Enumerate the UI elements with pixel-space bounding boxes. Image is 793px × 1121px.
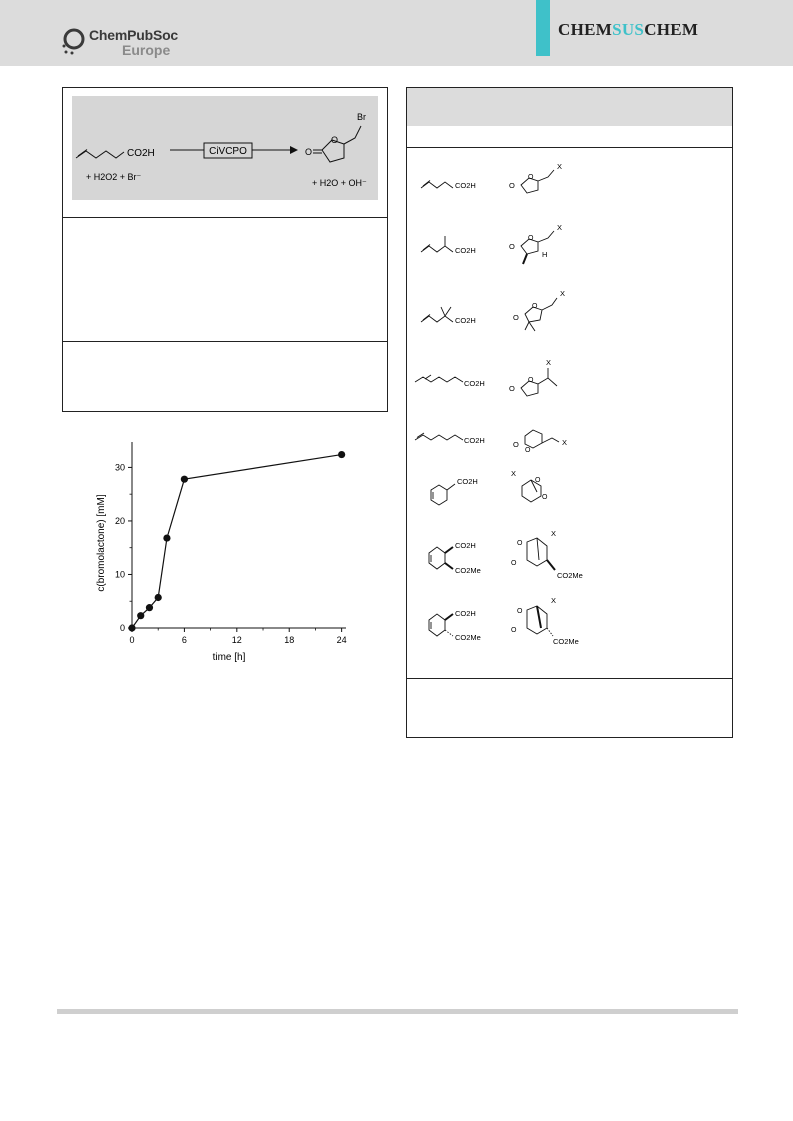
scheme-box	[62, 87, 388, 412]
series-line	[132, 455, 342, 628]
svg-text:O: O	[305, 147, 313, 157]
substrate-acid-group: CO2H	[127, 148, 155, 159]
journal-title	[558, 20, 698, 40]
svg-text:O: O	[511, 627, 517, 634]
table-box	[406, 87, 733, 738]
data-point	[155, 594, 162, 601]
substrate-group: CO2Me	[455, 566, 481, 575]
data-point	[128, 624, 135, 631]
product-label: X	[546, 358, 552, 367]
table-row	[421, 162, 562, 193]
journal-title-part2: SUS	[612, 20, 645, 39]
table-row	[431, 469, 548, 505]
svg-text:O: O	[509, 384, 515, 393]
svg-text:O: O	[535, 477, 541, 484]
product-label: H	[542, 250, 548, 259]
x-axis-label: time [h]	[212, 652, 246, 663]
data-point	[163, 534, 170, 541]
page-header	[0, 0, 793, 66]
svg-text:O: O	[528, 377, 534, 384]
journal-title-part3: CHEM	[644, 20, 699, 39]
chart-axes	[132, 442, 346, 628]
publisher-logo	[62, 26, 192, 60]
product-label: X	[511, 469, 517, 478]
svg-text:O: O	[509, 181, 515, 190]
data-point	[146, 604, 153, 611]
product-label: CO2Me	[557, 571, 583, 580]
product-bromine: Br	[357, 112, 366, 122]
reagents-text: + H2O2 + Br⁻	[86, 172, 142, 182]
x-tick-label: 6	[181, 635, 187, 645]
journal-accent-bar	[536, 0, 550, 56]
y-tick-label: 0	[119, 623, 125, 633]
svg-text:O: O	[525, 447, 531, 454]
substrate-group: CO2H	[457, 477, 478, 486]
substrate-group: CO2H	[464, 379, 485, 388]
table-row	[421, 223, 562, 264]
y-tick-label: 10	[114, 569, 125, 580]
chempubsoc-logo-icon	[62, 26, 88, 56]
footer-rule	[57, 1009, 738, 1014]
y-tick-label: 20	[114, 515, 125, 526]
svg-text:O: O	[509, 242, 515, 251]
product-label: X	[557, 223, 563, 232]
table-row	[415, 430, 567, 454]
chart-series	[128, 451, 345, 632]
svg-text:O: O	[517, 540, 523, 547]
svg-text:O: O	[532, 303, 538, 310]
data-point	[338, 451, 345, 458]
product-label: X	[551, 596, 557, 605]
table-top-rule	[407, 147, 732, 148]
svg-text:O: O	[513, 313, 519, 322]
substrate-product-table	[407, 150, 732, 680]
table-row	[429, 596, 579, 646]
data-point	[137, 612, 144, 619]
chart-ticks	[115, 462, 347, 645]
byproducts-text: + H2O + OH⁻	[312, 178, 367, 188]
journal-title-part1: CHEM	[558, 20, 613, 39]
table-row	[415, 358, 557, 396]
data-point	[181, 476, 188, 483]
svg-text:O: O	[517, 608, 523, 615]
substrate-group: CO2H	[455, 181, 476, 190]
publisher-name: ChemPubSoc	[89, 27, 179, 43]
x-tick-label: 12	[231, 635, 242, 645]
svg-text:O: O	[542, 494, 548, 501]
substrate-group: CO2H	[455, 609, 476, 618]
substrate-group: CO2H	[464, 436, 485, 445]
svg-text:O: O	[528, 235, 534, 242]
svg-text:O: O	[511, 560, 517, 567]
x-tick-label: 0	[129, 635, 135, 645]
product-label: X	[551, 529, 557, 538]
y-tick-label: 30	[114, 462, 125, 473]
product-label: X	[560, 289, 566, 298]
table-header-band	[407, 88, 732, 126]
substrate-group: CO2H	[455, 316, 476, 325]
product-label: X	[562, 438, 568, 447]
enzyme-label: CiVCPO	[209, 146, 247, 157]
reaction-scheme	[72, 96, 378, 200]
product-label: CO2Me	[553, 637, 579, 646]
y-axis-label: c(bromolactone) [mM]	[96, 494, 107, 592]
table-row	[429, 529, 583, 580]
svg-text:O: O	[513, 440, 519, 449]
substrate-group: CO2H	[455, 246, 476, 255]
scheme-divider-1	[63, 217, 387, 218]
substrate-group: CO2Me	[455, 633, 481, 642]
table-row	[421, 289, 565, 331]
svg-text:O: O	[528, 174, 534, 181]
publisher-region: Europe	[122, 42, 171, 58]
product-label: X	[557, 162, 563, 171]
x-tick-label: 18	[284, 635, 295, 645]
scheme-graphic-area	[72, 96, 378, 200]
scheme-divider-2	[63, 341, 387, 342]
svg-text:O: O	[331, 135, 339, 145]
bromolactone-chart	[90, 436, 360, 676]
x-tick-label: 24	[336, 635, 347, 645]
substrate-group: CO2H	[455, 541, 476, 550]
